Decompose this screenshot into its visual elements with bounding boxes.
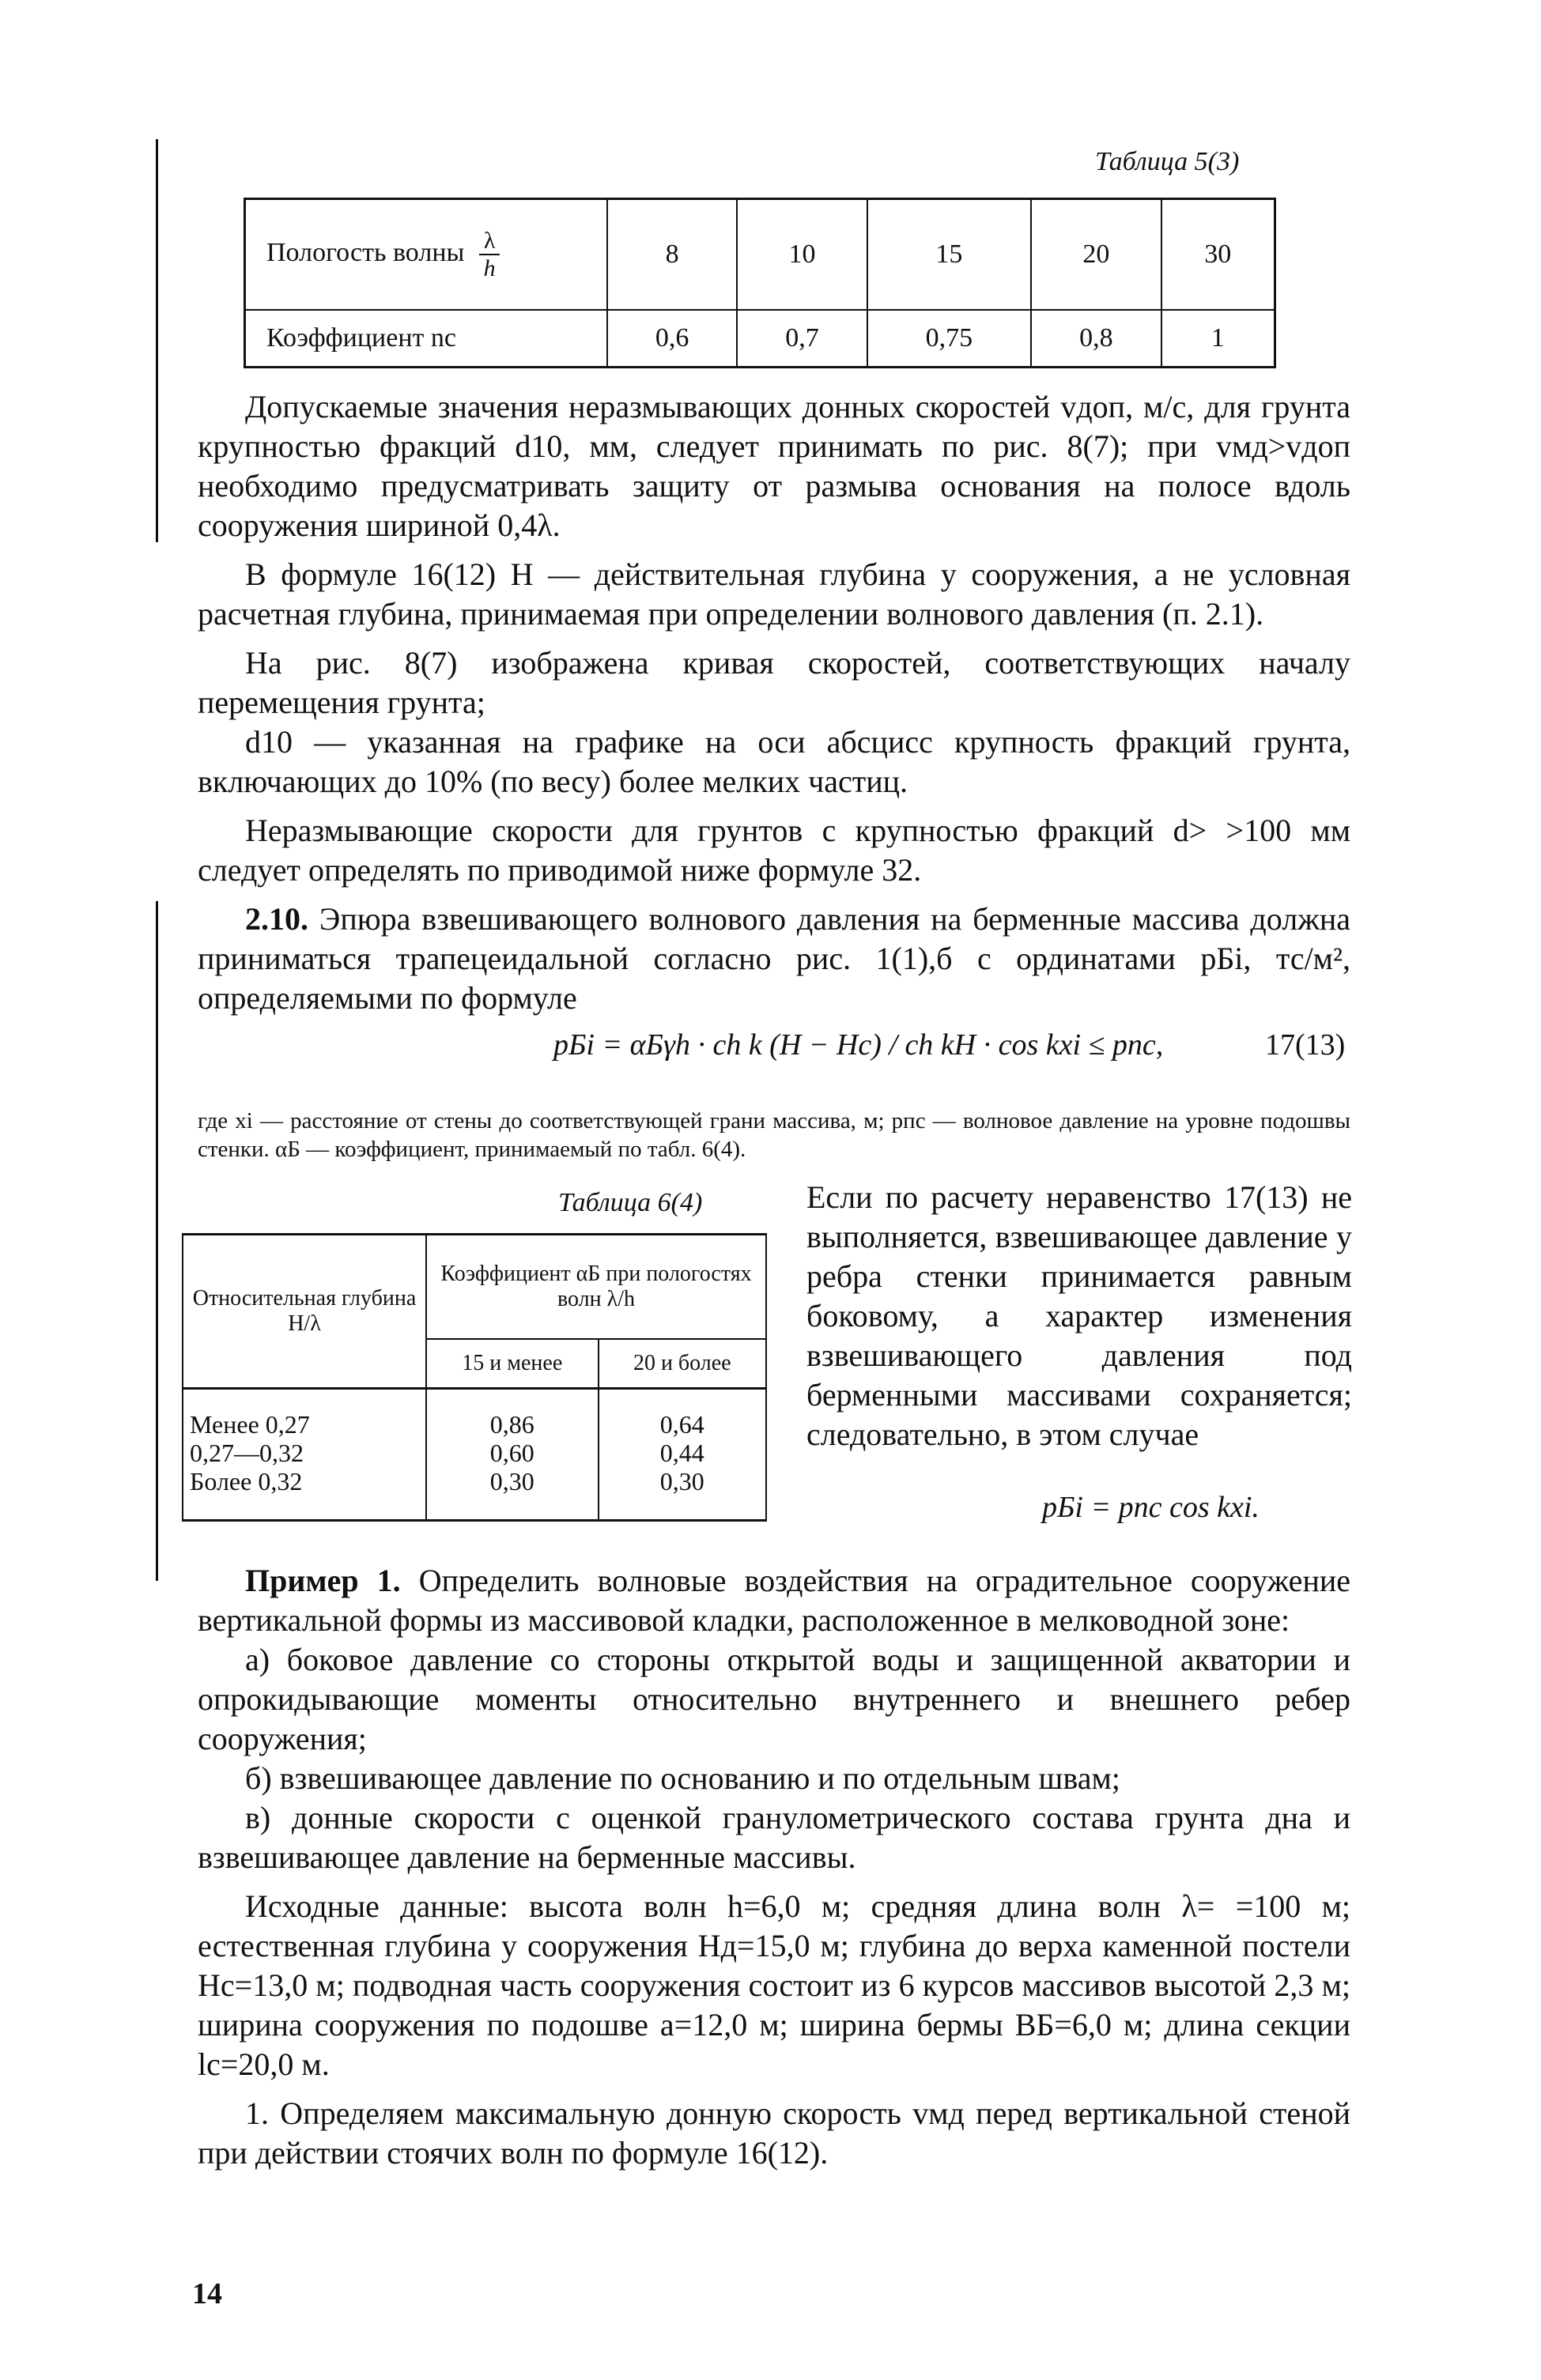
margin-bar-bottom [156,901,158,1581]
example-item: в) донные скорости с оценкой гранулометрического состава грунта дна и взвешивающее давление на берменные массивы. [198,1800,1350,1875]
paragraph: d10 — указанная на графике на оси абсцисс крупность фракций грунта, включающих до 10% (по весу) более мелких частиц. [198,724,1350,799]
example-block [198,1561,1350,2173]
formula-note: где xi — расстояние от стены до соответствующей грани массива, м; pпс — волновое давление на уровне подошвы стенки. αБ — коэффициент, принимаемый по табл. 6(4). [198,1108,1350,1162]
paragraph: Неразмывающие скорости для грунтов с крупностью фракций d> >100 мм следует определять по приводимой ниже формуле 32. [198,813,1350,888]
formula-17-13-number: 17(13) [1265,1028,1346,1062]
table1-coef-4: 0,8 [1031,310,1161,368]
section-text: Эпюра взвешивающего волнового давления на берменные массива должна приниматься трапецеидальной согласно рис. 1(1),б с ординатами pБi, тс/м², определяемыми по формуле [198,901,1350,1016]
table1-col-1: 8 [607,199,737,311]
paragraph: Допускаемые значения неразмывающих донных скоростей vдоп, м/с, для грунта крупностью фракций d10, мм, следует принимать по рис. 8(7); при vмд>vдоп необходимо предусматривать защиту от размыва основания на полосе вдоль сооружения шириной 0,4λ. [198,389,1350,543]
formula-pbi: pБi = pпс cos kxi. [1042,1491,1260,1524]
table2-head-coef: Коэффициент αБ при пологостях волн λ/h [426,1235,766,1340]
main-text-block [198,387,1350,1018]
table2-head-rel: Относительная глубина H/λ [183,1235,426,1389]
table2-caption: Таблица 6(4) [558,1188,703,1217]
table1-row2-label: Коэффициент nc [245,310,608,368]
table2-col1-values: 0,86 0,60 0,30 [426,1389,599,1521]
table2-sub1: 15 и менее [426,1339,599,1389]
table2-col2-values: 0,64 0,44 0,30 [599,1389,766,1521]
example-step-1: 1. Определяем максимальную донную скорость vмд перед вертикальной стеной при действии стоячих волн по формуле 16(12). [198,2095,1350,2171]
table1-coef-2: 0,7 [737,310,867,368]
steepness-fraction [479,228,500,281]
table-wave-steepness [244,198,1276,368]
example-item: б) взвешивающее давление по основанию и по отдельным швам; [245,1760,1120,1796]
steepness-numerator: λ [479,228,500,255]
formula-17-13: pБi = αБγh · ch k (H − Hc) / ch kH · cos kxi ≤ pпс, [553,1028,1164,1062]
example-title: Пример 1. [245,1563,401,1598]
example-intro [198,1561,1350,1640]
example-item: а) боковое давление со стороны открытой воды и защищенной акватории и опрокидывающие моменты относительно внутреннего и внешнего ребер сооружения; [198,1642,1350,1756]
table-coefficient-alpha [182,1233,767,1522]
table1-caption: Таблица 5(3) [1095,147,1240,176]
margin-bar-top [156,139,158,542]
table1-col-5: 30 [1161,199,1275,311]
paragraph: В формуле 16(12) H — действительная глубина у сооружения, а не условная расчетная глубина, принимаемая при определении волнового давления (п. 2.1). [198,556,1350,632]
table1-col-2: 10 [737,199,867,311]
example-intro-text: Определить волновые воздействия на оградительное сооружение вертикальной формы из массивовой кладки, расположенное в мелководной зоне: [198,1563,1351,1638]
table1-col-4: 20 [1031,199,1161,311]
table1-row1-label: Пологость волны [266,237,465,267]
side-text: Если по расчету неравенство 17(13) не выполняется, взвешивающее давление у ребра стенки принимается равным боковому, а характер изменения взвешивающего давления под берменными массивами сохраняется; следовательно, в этом случае [806,1179,1352,1452]
table2-sub2: 20 и более [599,1339,766,1389]
paragraph: На рис. 8(7) изображена кривая скоростей, соответствующих началу перемещения грунта; [198,645,1350,720]
table1-row1-label-cell [245,199,608,311]
example-input: Исходные данные: высота волн h=6,0 м; средняя длина волн λ= =100 м; естественная глубина у сооружения Hд=15,0 м; глубина до верха каменной постели Hc=13,0 м; подводная часть сооружения состоит из 6 курсов массивов высотой 2,3 м; ширина сооружения по подошве a=12,0 м; ширина бермы BБ=6,0 м; длина секции lc=20,0 м. [198,1888,1350,2082]
section-number: 2.10. [245,901,308,937]
table1-coef-1: 0,6 [607,310,737,368]
table1-col-3: 15 [867,199,1032,311]
section-2-10 [198,900,1350,1018]
table2-row-labels: Менее 0,27 0,27—0,32 Более 0,32 [183,1389,426,1521]
table1-coef-5: 1 [1161,310,1275,368]
table1-coef-3: 0,75 [867,310,1032,368]
page-number: 14 [192,2277,222,2310]
steepness-denominator: h [483,255,496,281]
